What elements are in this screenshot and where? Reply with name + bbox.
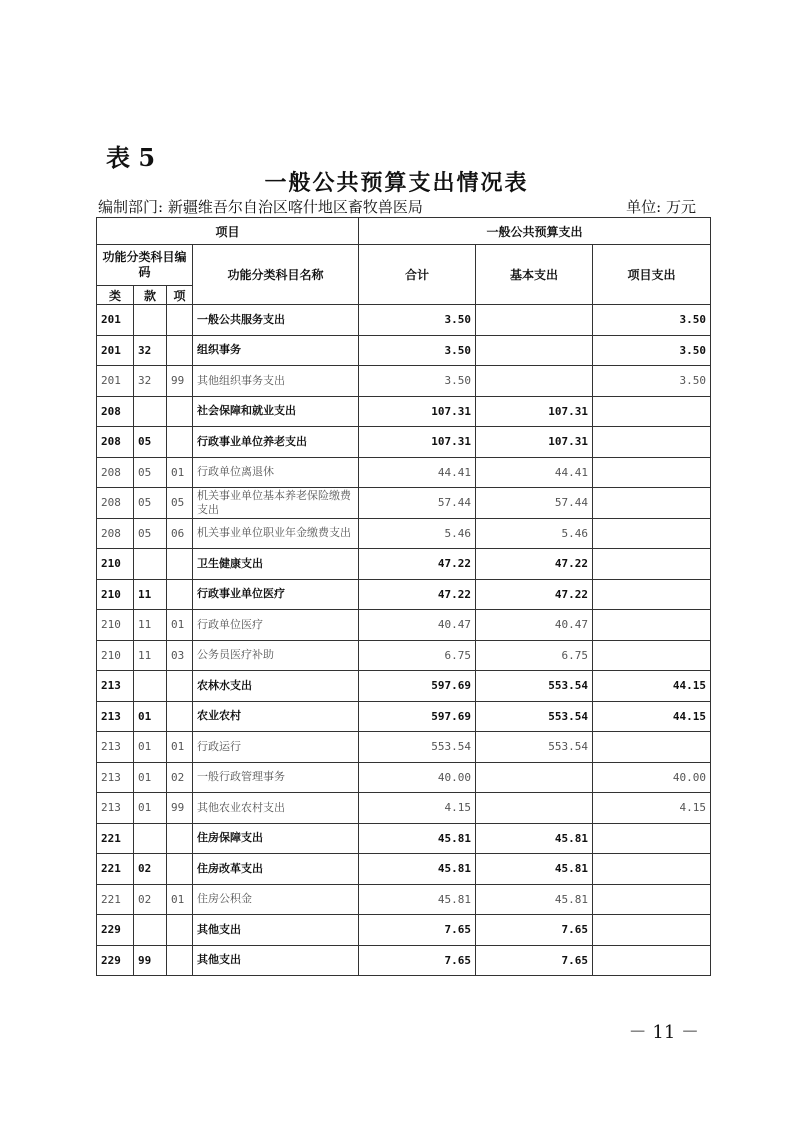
cell-name: 行政事业单位养老支出 [193,427,359,458]
table-row [97,457,711,488]
cell-xiang [167,335,193,366]
table-row [97,610,711,641]
header-project: 项目 [97,218,359,245]
cell-name: 住房公积金 [193,884,359,915]
cell-kuan: 11 [134,579,167,610]
table-row [97,701,711,732]
cell-lei: 210 [97,610,134,641]
header-name: 功能分类科目名称 [193,245,359,305]
cell-basic: 553.54 [476,671,593,702]
cell-xiang [167,427,193,458]
cell-total: 45.81 [359,823,476,854]
cell-kuan: 11 [134,610,167,641]
cell-xiang [167,701,193,732]
cell-lei: 208 [97,396,134,427]
cell-xiang [167,915,193,946]
cell-kuan [134,305,167,336]
cell-total: 3.50 [359,335,476,366]
cell-kuan [134,671,167,702]
cell-total: 5.46 [359,518,476,549]
cell-name: 行政单位医疗 [193,610,359,641]
cell-xiang: 06 [167,518,193,549]
cell-name: 一般行政管理事务 [193,762,359,793]
cell-kuan: 02 [134,884,167,915]
cell-lei: 208 [97,488,134,519]
cell-lei: 208 [97,457,134,488]
cell-name: 一般公共服务支出 [193,305,359,336]
cell-xiang: 05 [167,488,193,519]
cell-basic: 57.44 [476,488,593,519]
cell-xiang [167,671,193,702]
cell-xiang: 99 [167,366,193,397]
cell-total: 40.00 [359,762,476,793]
cell-total: 7.65 [359,945,476,976]
cell-total: 107.31 [359,396,476,427]
cell-name: 其他支出 [193,915,359,946]
cell-name: 行政单位离退休 [193,457,359,488]
cell-kuan [134,915,167,946]
cell-kuan: 32 [134,335,167,366]
cell-name: 行政运行 [193,732,359,763]
cell-item [593,823,711,854]
cell-lei: 213 [97,732,134,763]
table-row [97,305,711,336]
cell-xiang [167,945,193,976]
cell-item: 3.50 [593,305,711,336]
table-row [97,335,711,366]
cell-total: 553.54 [359,732,476,763]
cell-kuan [134,396,167,427]
header-lei: 类 [97,286,134,305]
cell-name: 机关事业单位职业年金缴费支出 [193,518,359,549]
table-row [97,518,711,549]
cell-lei: 213 [97,671,134,702]
cell-total: 45.81 [359,854,476,885]
cell-kuan: 05 [134,488,167,519]
cell-total: 4.15 [359,793,476,824]
table-row [97,915,711,946]
header-item: 项目支出 [593,245,711,305]
page-title: 一般公共预算支出情况表 [264,170,529,196]
table-row [97,793,711,824]
cell-kuan [134,823,167,854]
cell-xiang: 01 [167,610,193,641]
header-budget: 一般公共预算支出 [359,218,711,245]
department-label: 编制部门: 新疆维吾尔自治区喀什地区畜牧兽医局 [98,198,423,216]
cell-lei: 229 [97,915,134,946]
cell-lei: 221 [97,884,134,915]
cell-item [593,427,711,458]
cell-total: 597.69 [359,671,476,702]
header-total: 合计 [359,245,476,305]
header-xiang: 项 [167,286,193,305]
cell-total: 45.81 [359,884,476,915]
table-row [97,579,711,610]
table-row [97,549,711,580]
cell-basic: 44.41 [476,457,593,488]
cell-xiang: 01 [167,732,193,763]
table-row [97,854,711,885]
cell-name: 农林水支出 [193,671,359,702]
cell-item: 3.50 [593,366,711,397]
cell-item [593,854,711,885]
cell-total: 47.22 [359,579,476,610]
cell-name: 农业农村 [193,701,359,732]
cell-lei: 221 [97,823,134,854]
cell-name: 社会保障和就业支出 [193,396,359,427]
cell-xiang: 01 [167,457,193,488]
cell-lei: 213 [97,762,134,793]
cell-kuan: 05 [134,457,167,488]
table-row [97,488,711,519]
cell-item: 3.50 [593,335,711,366]
cell-basic [476,366,593,397]
cell-xiang [167,823,193,854]
cell-xiang: 99 [167,793,193,824]
cell-basic: 7.65 [476,915,593,946]
table-row [97,732,711,763]
cell-basic: 40.47 [476,610,593,641]
table-row [97,945,711,976]
table-row [97,396,711,427]
cell-kuan: 01 [134,793,167,824]
cell-xiang [167,579,193,610]
table-body [97,305,711,976]
cell-total: 3.50 [359,305,476,336]
cell-xiang [167,305,193,336]
cell-xiang: 03 [167,640,193,671]
cell-name: 其他组织事务支出 [193,366,359,397]
table-row [97,427,711,458]
cell-xiang [167,854,193,885]
cell-total: 597.69 [359,701,476,732]
cell-basic [476,762,593,793]
cell-kuan: 11 [134,640,167,671]
page-number: － 11 － [628,1022,699,1043]
cell-item [593,915,711,946]
cell-kuan: 01 [134,701,167,732]
cell-item [593,640,711,671]
cell-lei: 213 [97,793,134,824]
cell-kuan: 01 [134,732,167,763]
cell-basic: 45.81 [476,884,593,915]
cell-lei: 221 [97,854,134,885]
cell-name: 住房保障支出 [193,823,359,854]
cell-lei: 210 [97,640,134,671]
cell-kuan: 05 [134,518,167,549]
header-kuan: 款 [134,286,167,305]
cell-basic: 45.81 [476,854,593,885]
cell-name: 行政事业单位医疗 [193,579,359,610]
cell-kuan: 02 [134,854,167,885]
cell-lei: 210 [97,549,134,580]
cell-name: 其他农业农村支出 [193,793,359,824]
cell-basic: 107.31 [476,427,593,458]
cell-basic: 45.81 [476,823,593,854]
table-row [97,762,711,793]
cell-lei: 208 [97,518,134,549]
cell-kuan: 99 [134,945,167,976]
cell-kuan: 32 [134,366,167,397]
cell-basic: 107.31 [476,396,593,427]
budget-table [96,217,711,976]
unit-label: 单位: 万元 [626,198,696,216]
cell-item [593,518,711,549]
table-row [97,366,711,397]
table-row [97,823,711,854]
cell-total: 7.65 [359,915,476,946]
cell-name: 卫生健康支出 [193,549,359,580]
cell-kuan [134,549,167,580]
table-row [97,640,711,671]
cell-xiang [167,549,193,580]
cell-lei: 213 [97,701,134,732]
cell-item [593,488,711,519]
table-row [97,884,711,915]
cell-total: 47.22 [359,549,476,580]
cell-basic: 553.54 [476,732,593,763]
cell-xiang: 01 [167,884,193,915]
cell-xiang: 02 [167,762,193,793]
header-basic: 基本支出 [476,245,593,305]
cell-basic [476,793,593,824]
cell-basic: 553.54 [476,701,593,732]
cell-basic: 5.46 [476,518,593,549]
header-code: 功能分类科目编码 [97,245,193,286]
cell-name: 公务员医疗补助 [193,640,359,671]
cell-lei: 210 [97,579,134,610]
cell-basic: 47.22 [476,579,593,610]
cell-item [593,945,711,976]
cell-basic [476,305,593,336]
cell-kuan: 01 [134,762,167,793]
table-row [97,671,711,702]
cell-lei: 201 [97,335,134,366]
cell-item [593,732,711,763]
cell-item [593,610,711,641]
cell-total: 6.75 [359,640,476,671]
cell-item: 44.15 [593,701,711,732]
cell-kuan: 05 [134,427,167,458]
cell-lei: 201 [97,305,134,336]
cell-total: 40.47 [359,610,476,641]
cell-item [593,457,711,488]
cell-item [593,579,711,610]
cell-lei: 229 [97,945,134,976]
cell-name: 组织事务 [193,335,359,366]
cell-item: 44.15 [593,671,711,702]
cell-lei: 208 [97,427,134,458]
cell-basic: 7.65 [476,945,593,976]
cell-total: 44.41 [359,457,476,488]
cell-total: 107.31 [359,427,476,458]
cell-name: 住房改革支出 [193,854,359,885]
cell-name: 其他支出 [193,945,359,976]
cell-xiang [167,396,193,427]
cell-item: 4.15 [593,793,711,824]
cell-item [593,396,711,427]
cell-total: 57.44 [359,488,476,519]
cell-basic: 6.75 [476,640,593,671]
cell-basic: 47.22 [476,549,593,580]
cell-basic [476,335,593,366]
table-label: 表 5 [106,143,156,172]
cell-name: 机关事业单位基本养老保险缴费支出 [193,488,359,519]
cell-item [593,884,711,915]
cell-item [593,549,711,580]
cell-item: 40.00 [593,762,711,793]
cell-total: 3.50 [359,366,476,397]
cell-lei: 201 [97,366,134,397]
